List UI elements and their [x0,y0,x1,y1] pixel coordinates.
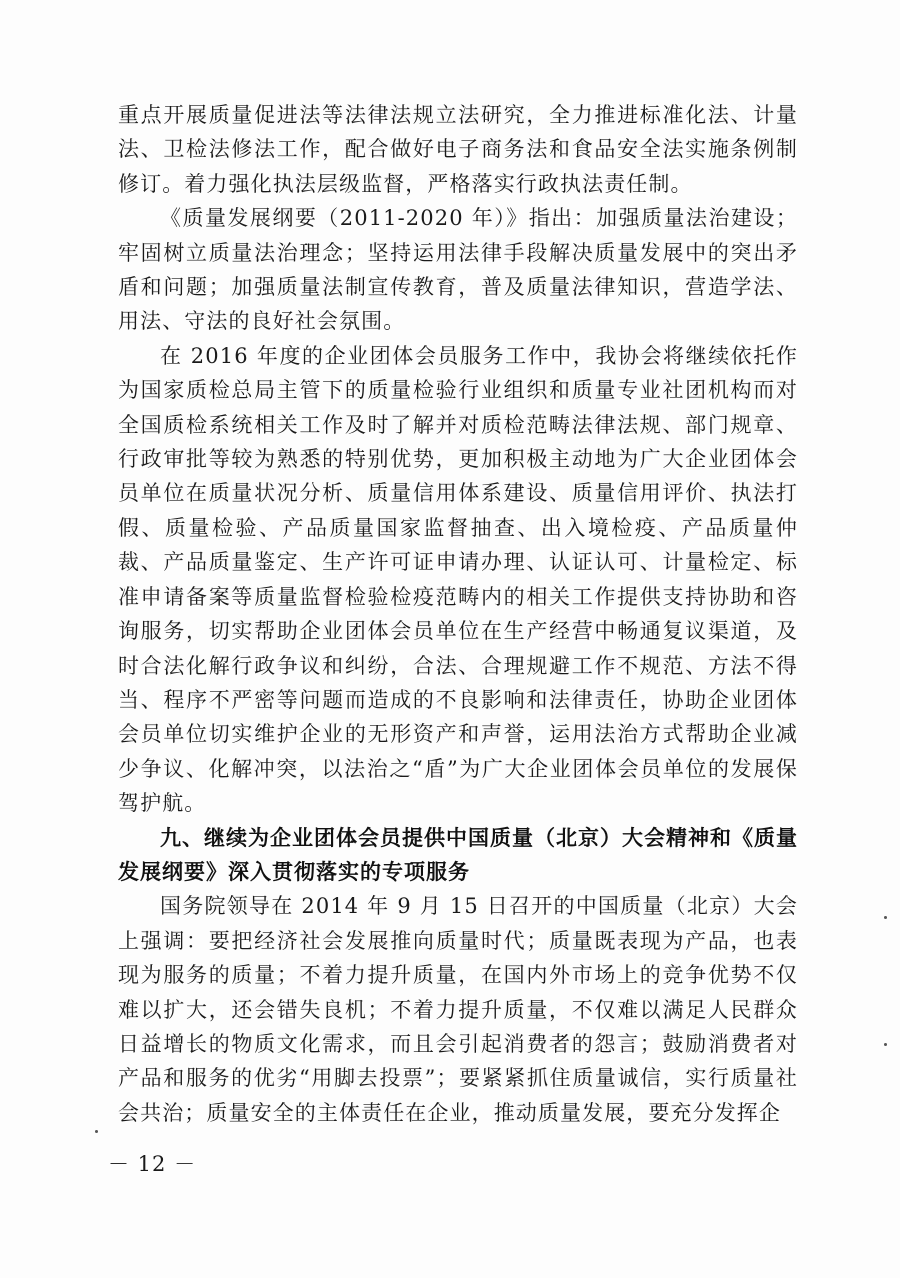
paragraph-quality-outline: 《质量发展纲要（2011-2020 年）》指出：加强质量法治建设；牢固树立质量法治理念；坚持运用法律手段解决质量发展中的突出矛盾和问题；加强质量法制宣传教育，普及质量法律知识，营造学法、用法、守法的良好社会氛围。 [118,206,798,334]
scan-speck [884,916,887,919]
paragraph-member-services: 在 2016 年度的企业团体会员服务工作中，我协会将继续依托作为国家质检总局主管下的质量检验行业组织和质量专业社团机构而对全国质检系统相关工作及时了解并对质检范畴法律法规、部门规章、行政审批等较为熟悉的特别优势，更加积极主动地为广大企业团体会员单位在质量状况分析、质量信用体系建设、质量信用评价、执法打假、质量检验、产品质量国家监督抽查、出入境检疫、产品质量仲裁、产品质量鉴定、生产许可证申请办理、认证认可、计量检定、标准申请备案等质量监督检验检疫范畴内的相关工作提供支持协助和咨询服务，切实帮助企业团体会员单位在生产经营中畅通复议渠道，及时合法化解行政争议和纠纷，合法、合理规避工作不规范、方法不得当、程序不严密等问题而造成的不良影响和法律责任，协助企业团体会员单位切实维护企业的无形资产和声誉，运用法治方式帮助企业减少争议、化解冲突，以法治之“盾”为广大企业团体会员单位的发展保驾护航。 [118,343,798,816]
document-body [118,98,798,1130]
scan-speck [95,1130,98,1133]
page-number: － 12 － [108,1152,197,1176]
scan-speck [884,1043,887,1046]
paragraph-continued: 重点开展质量促进法等法律法规立法研究，全力推进标准化法、计量法、卫检法修法工作，配合做好电子商务法和食品安全法实施条例制修订。着力强化执法层级监督，严格落实行政执法责任制。 [118,103,798,196]
section-heading-nine: 九、继续为企业团体会员提供中国质量（北京）大会精神和《质量发展纲要》深入贯彻落实的专项服务 [118,825,798,884]
paragraph-state-council: 国务院领导在 2014 年 9 月 15 日召开的中国质量（北京）大会上强调：要把经济社会发展推向质量时代；质量既表现为产品，也表现为服务的质量；不着力提升质量，在国内外市场上的竞争优势不仅难以扩大，还会错失良机；不着力提升质量，不仅难以满足人民群众日益增长的物质文化需求，而且会引起消费者的怨言；鼓励消费者对产品和服务的优劣“用脚去投票”；要紧紧抓住质量诚信，实行质量社会共治；质量安全的主体责任在企业，推动质量发展，要充分发挥企 [118,894,798,1125]
